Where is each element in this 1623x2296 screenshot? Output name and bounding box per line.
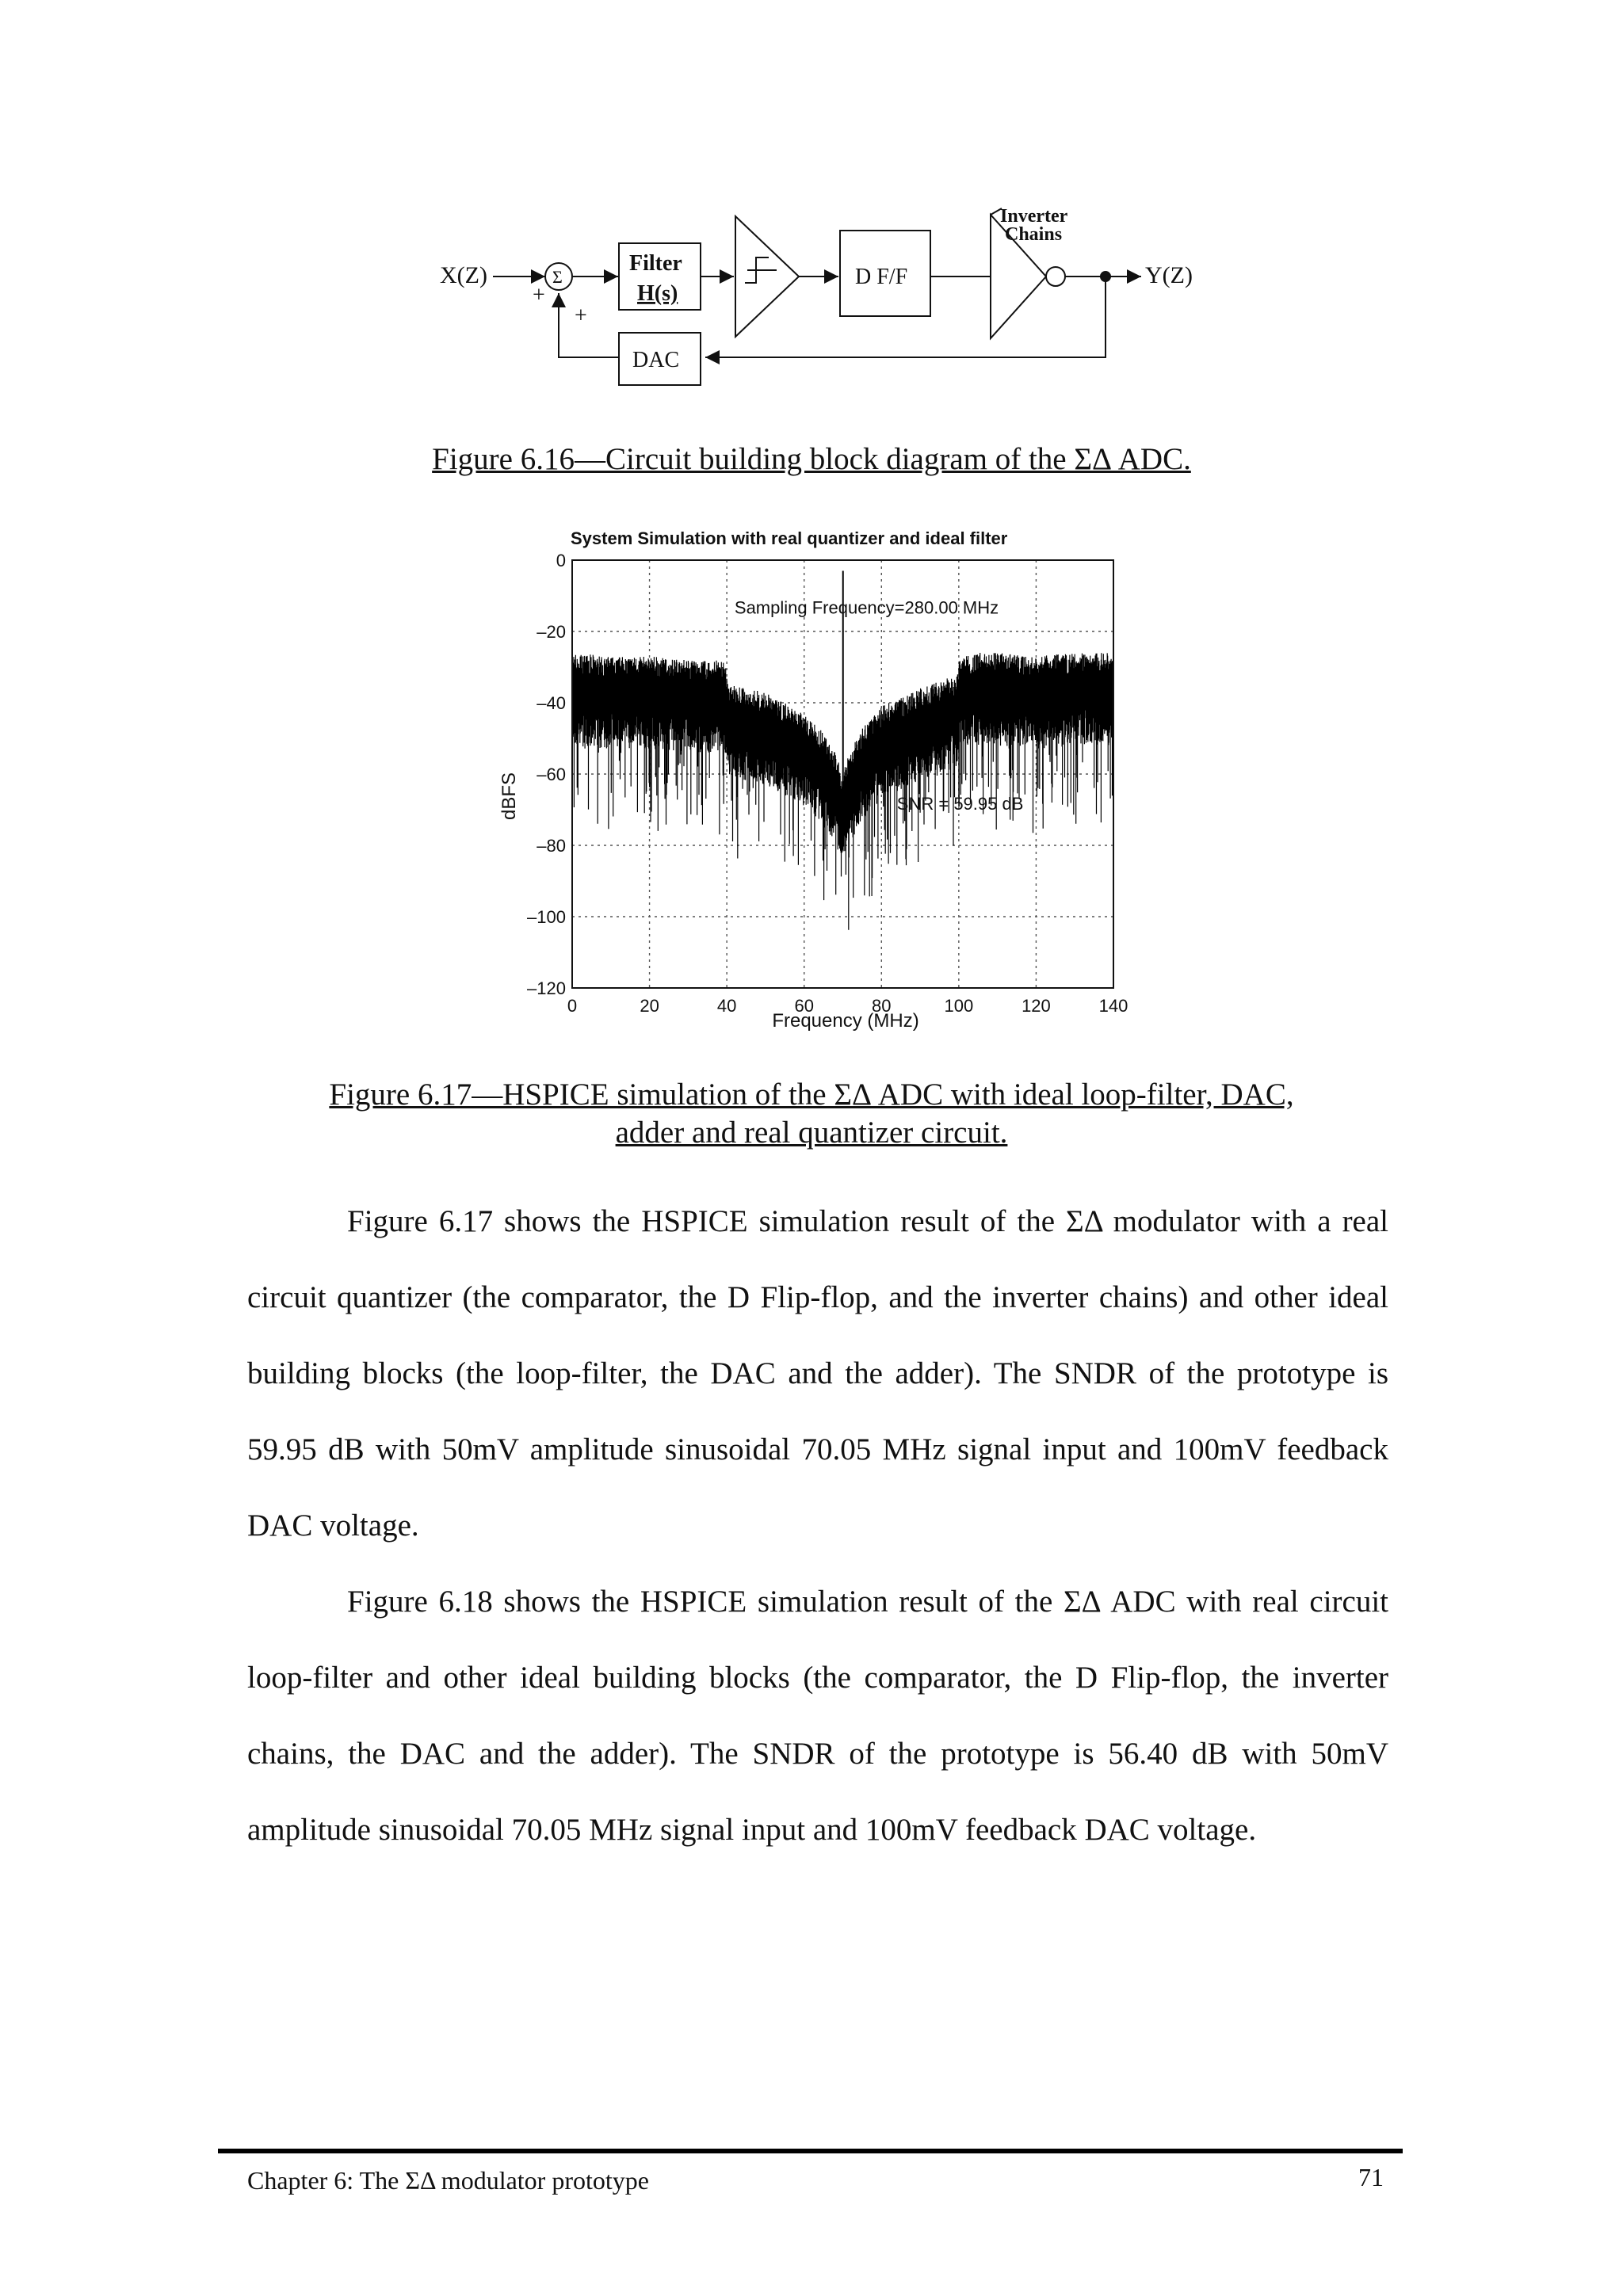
x-tick-label: 120 [1022, 996, 1051, 1016]
x-tick-label: 60 [794, 996, 814, 1016]
paragraph-1-line-3: other ideal building blocks (the loop-filter, the DAC and the adder). The SNDR of the [247, 1280, 1388, 1390]
inverter-label: Inverter [1000, 206, 1068, 227]
plus-left: + [533, 283, 545, 307]
y-tick-label: –100 [527, 907, 566, 927]
paragraph-1-line-5: 100mV feedback DAC voltage. [247, 1432, 1388, 1543]
paragraph-1-line-1: Figure 6.17 shows the HSPICE simulation result of the ΣΔ modulator with a [347, 1204, 1331, 1238]
footer-chapter-title: Chapter 6: The ΣΔ modulator prototype [247, 2166, 649, 2195]
y-tick-label: –120 [527, 978, 566, 998]
paragraph-2-line-5: voltage. [1157, 1813, 1257, 1847]
chart-title: System Simulation with real quantizer and ideal filter [571, 528, 1008, 548]
y-tick-label: –40 [537, 693, 566, 713]
y-tick-label: –80 [537, 836, 566, 856]
y-tick-label: –60 [537, 765, 566, 784]
y-tick-label: 0 [556, 551, 566, 570]
paragraph-1 [247, 1184, 1388, 1564]
paragraph-2-line-2: circuit loop-filter and other ideal building blocks (the comparator, the D Flip-flop, the [247, 1585, 1389, 1695]
dac-label: DAC [632, 348, 680, 372]
sum-symbol: Σ [552, 267, 563, 287]
y-tick-label: –20 [537, 622, 566, 642]
x-tick-label: 100 [944, 996, 974, 1016]
noise-spectrum [572, 571, 1113, 930]
figure-6-17-caption-line2: adder and real quantizer circuit. [615, 1116, 1008, 1150]
inverter-label-2: Chains [1005, 224, 1063, 245]
x-tick-label: 0 [567, 996, 578, 1016]
x-tick-label: 40 [716, 996, 737, 1016]
paragraph-1-line-2: real circuit quantizer (the comparator, the D Flip-flop, and the inverter chains) and [247, 1204, 1389, 1314]
filter-transfer-label: H(s) [637, 281, 678, 306]
dff-label: D F/F [855, 265, 908, 289]
paragraph-2-line-1: Figure 6.18 shows the HSPICE simulation result of the ΣΔ ADC with real [347, 1585, 1299, 1619]
paragraph-2 [247, 1564, 1388, 1868]
x-tick-label: 20 [640, 996, 659, 1016]
spectrum-chart [475, 523, 1157, 1038]
filter-label: Filter [629, 251, 682, 276]
x-tick-label: 140 [1098, 996, 1128, 1016]
y-axis-label: dBFS [498, 772, 520, 821]
paragraph-2-line-4: 50mV amplitude sinusoidal 70.05 MHz signal input and 100mV feedback DAC [247, 1737, 1388, 1847]
page-number: 71 [1358, 2163, 1384, 2191]
annotation-snr: SNR = 59.95 dB [896, 794, 1024, 814]
figure-6-17-caption-line1: Figure 6.17—HSPICE simulation of the ΣΔ ADC with ideal loop-filter, DAC, [329, 1077, 1294, 1112]
input-label: X(Z) [440, 262, 487, 288]
figure-6-16-caption: Figure 6.16—Circuit building block diagram of the ΣΔ ADC. [432, 442, 1191, 476]
block-diagram [428, 194, 1220, 400]
output-label: Y(Z) [1145, 262, 1193, 288]
paragraph-1-line-4: prototype is 59.95 dB with 50mV amplitude sinusoidal 70.05 MHz signal input and [247, 1356, 1389, 1466]
comparator-icon [735, 216, 799, 337]
x-tick-label: 80 [872, 996, 892, 1016]
plus-bottom: + [575, 303, 587, 328]
x-axis-label: Frequency (MHz) [772, 1010, 919, 1032]
footer-rule [218, 2149, 1403, 2153]
annotation-sampling-frequency: Sampling Frequency=280.00 MHz [734, 597, 999, 618]
paragraph-2-line-3: inverter chains, the DAC and the adder). The SNDR of the prototype is 56.40 dB with [247, 1661, 1389, 1771]
